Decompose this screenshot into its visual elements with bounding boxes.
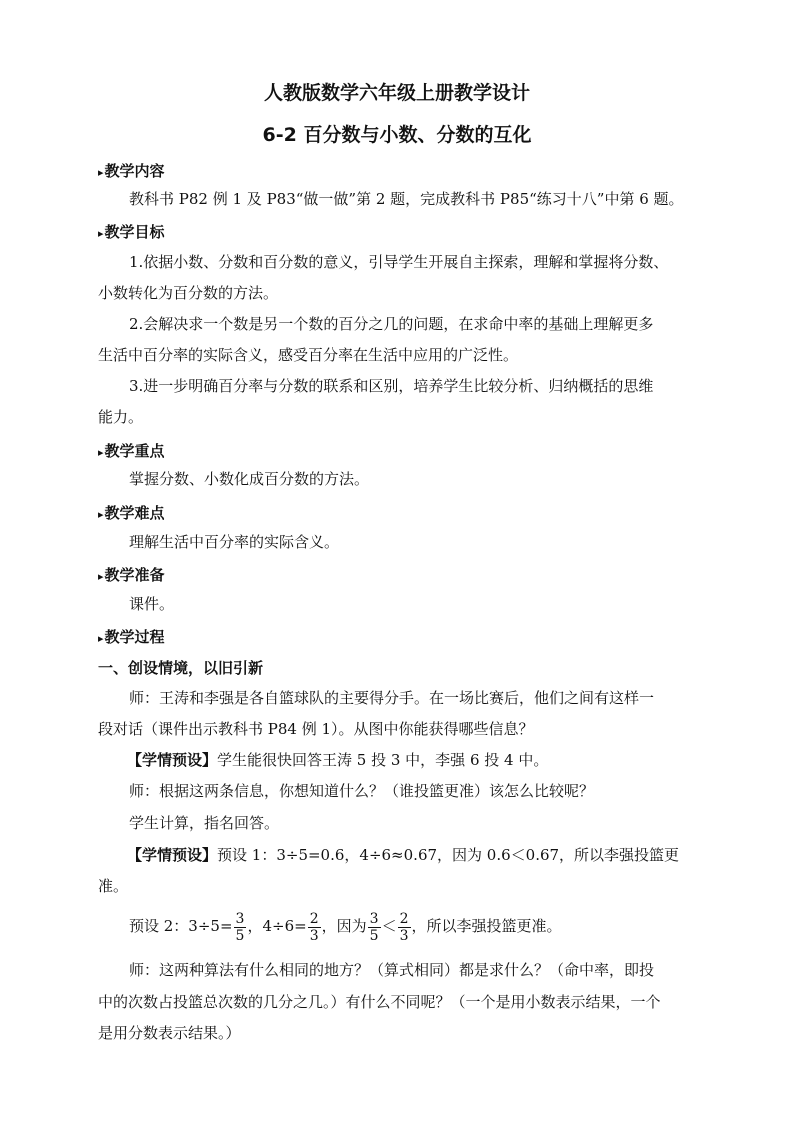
paragraph-7-line-3: 是用分数表示结果。） [98, 1024, 241, 1042]
goal-1-line-1: 1.依据小数、分数和百分数的意义，引导学生开展自主探索，理解和掌握将分数、 [129, 253, 669, 271]
heading-goals [98, 221, 165, 242]
fraction-three-fifths [234, 911, 247, 944]
text-segment: ，4÷6= [247, 917, 307, 935]
paragraph-2-text: 学生能很快回答王涛 5 投 3 中，李强 6 投 4 中。 [217, 751, 549, 769]
heading-preparation [98, 564, 165, 585]
goal-2-line-1: 2.会解决求一个数是另一个数的百分之几的问题，在求命中率的基础上理解更多 [129, 315, 654, 333]
text-segment: ，因为 [321, 917, 367, 935]
triangle-marker-icon: ▸ [98, 508, 104, 521]
triangle-marker-icon: ▸ [98, 446, 104, 459]
triangle-marker-icon: ▸ [98, 570, 104, 583]
goal-2-line-2: 生活中百分率的实际含义，感受百分率在生活中应用的广泛性。 [98, 346, 519, 364]
document-title: 人教版数学六年级上册教学设计 [263, 82, 530, 104]
triangle-marker-icon: ▸ [98, 632, 104, 645]
heading-label: 教学内容 [104, 162, 165, 180]
difficulty-text: 理解生活中百分率的实际含义。 [129, 533, 340, 551]
preparation-text: 课件。 [129, 595, 175, 613]
triangle-marker-icon: ▸ [98, 166, 104, 179]
numerator: 3 [369, 910, 379, 927]
paragraph-6 [98, 908, 698, 944]
goal-3-line-2: 能力。 [98, 408, 144, 426]
paragraph-4: 学生计算，指名回答。 [129, 814, 280, 832]
less-than-sign: ＜ [381, 917, 397, 935]
goal-1-line-2: 小数转化为百分数的方法。 [98, 284, 279, 302]
denominator: 5 [235, 927, 245, 944]
paragraph-5-line-1 [98, 840, 727, 871]
heading-key-points [98, 440, 165, 461]
denominator: 5 [369, 927, 379, 944]
fraction-two-thirds [308, 911, 321, 944]
heading-label: 教学过程 [104, 628, 165, 646]
lesson-subtitle: 6-2 百分数与小数、分数的互化 [262, 124, 532, 146]
numerator: 3 [235, 910, 245, 927]
text-segment: ，所以李强投篮更准。 [411, 917, 562, 935]
paragraph-1-line-2: 段对话（课件出示教科书 P84 例 1）。从图中你能获得哪些信息？ [98, 720, 534, 738]
paragraph-2 [98, 745, 727, 776]
paragraph-3: 师：根据这两条信息，你想知道什么？（谁投篮更准）该怎么比较呢？ [129, 782, 595, 800]
paragraph-7-line-1: 师：这两种算法有什么相同的地方？（算式相同）都是求什么？（命中率，即投 [129, 961, 655, 979]
preset-label: 【学情预设】 [127, 846, 218, 864]
heading-label: 教学难点 [104, 504, 165, 522]
paragraph-5-text: 预设 1：3÷5=0.6，4÷6≈0.67，因为 0.6＜0.67，所以李强投篮更 [217, 846, 680, 864]
numerator: 2 [309, 910, 319, 927]
text-segment: 预设 2：3÷5= [129, 917, 233, 935]
paragraph-1-line-1: 师：王涛和李强是各自篮球队的主要得分手。在一场比赛后，他们之间有这样一 [129, 689, 655, 707]
triangle-marker-icon: ▸ [98, 227, 104, 240]
denominator: 3 [399, 927, 409, 944]
fraction-three-fifths [368, 911, 381, 944]
content-text: 教科书 P82 例 1 及 P83“做一做”第 2 题，完成教科书 P85“练习十八”中第 6 题。 [129, 190, 684, 208]
preset-label: 【学情预设】 [127, 751, 218, 769]
fraction-two-thirds [398, 911, 411, 944]
part-1-heading: 一、创设情境，以旧引新 [98, 659, 264, 677]
heading-process [98, 626, 165, 647]
denominator: 3 [309, 927, 319, 944]
numerator: 2 [399, 910, 409, 927]
heading-difficulty [98, 502, 165, 523]
heading-label: 教学目标 [104, 223, 165, 241]
paragraph-7-line-2: 中的次数占投篮总次数的几分之几。）有什么不同呢？（一个是用小数表示结果，一个 [98, 993, 661, 1011]
key-points-text: 掌握分数、小数化成百分数的方法。 [129, 470, 370, 488]
goal-3-line-1: 3.进一步明确百分率与分数的联系和区别，培养学生比较分析、归纳概括的思维 [129, 377, 654, 395]
heading-label: 教学准备 [104, 566, 165, 584]
paragraph-5-line-2: 准。 [98, 877, 129, 895]
heading-content [98, 160, 165, 181]
heading-label: 教学重点 [104, 442, 165, 460]
